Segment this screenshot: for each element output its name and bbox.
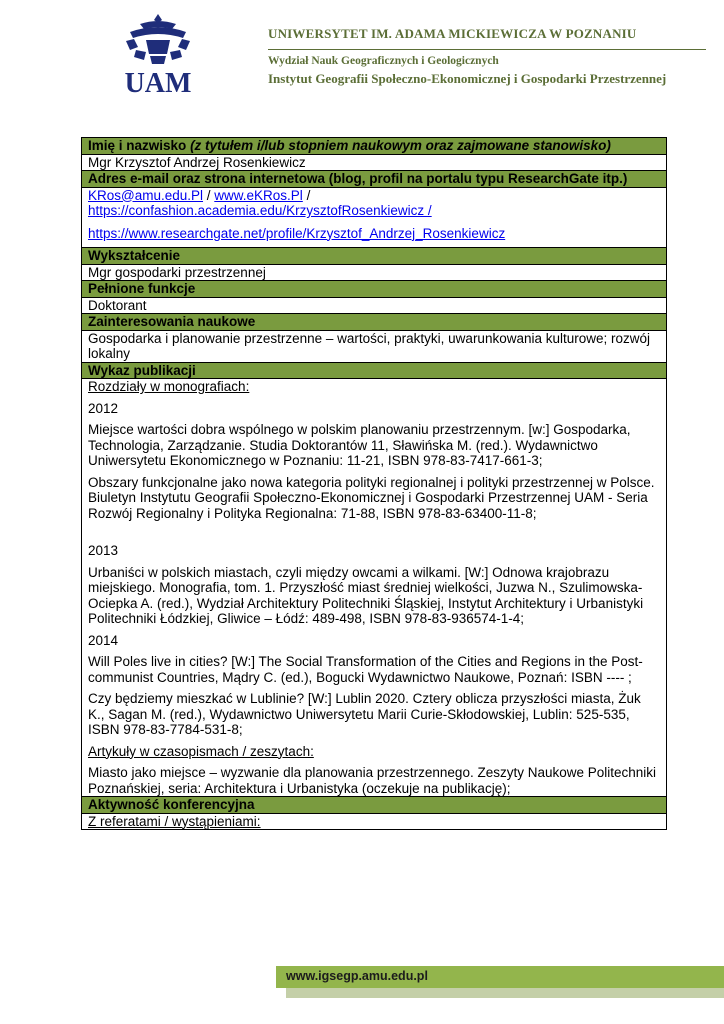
separator: / bbox=[302, 187, 311, 203]
year-heading: 2012 bbox=[88, 400, 119, 416]
cv-table bbox=[81, 137, 667, 830]
section-heading-name bbox=[82, 138, 667, 155]
heading-note: (z tytułem i/lub stopniem naukowym oraz zajmowane stanowisko) bbox=[190, 138, 611, 153]
logo-text: UAM bbox=[124, 68, 192, 98]
header-divider bbox=[268, 49, 706, 50]
contact-value bbox=[82, 187, 667, 248]
faculty-name: Wydział Nauk Geograficznych i Geologicznych bbox=[268, 55, 499, 67]
publications-value bbox=[82, 379, 667, 797]
publication-item: Will Poles live in cities? [W:] The Social Transformation of the Cities and Regions in the Post-communist Countries, Mądry C. (ed.), Bogucki Wydawnictwo Naukowe, Poznań: ISBN ---- ; bbox=[88, 654, 643, 685]
publication-item: Urbaniści w polskich miastach, czyli między owcami a wilkami. [W:] Odnowa krajobrazu miejskiego. Monografia, tom. 1. Przyszłość miast średniej wielkości, Juzwa N., Szulimowska-Ociepka A. (red.), Wydział Architektury Politechniki Śląskiej, Instytut Architektury i Urbanistyki Politechniki Łódzkiej, Gliwice – Łódź: 489-498, ISBN 978-83-936574-1-4; bbox=[88, 564, 644, 626]
section-heading-contact: Adres e-mail oraz strona internetowa (blog, profil na portalu typu ResearchGate itp.) bbox=[82, 171, 667, 188]
section-heading-conferences: Aktywność konferencyjna bbox=[82, 797, 667, 814]
separator: / bbox=[203, 187, 215, 203]
section-heading-interests: Zainteresowania naukowe bbox=[82, 314, 667, 331]
researchgate-link[interactable]: https://www.researchgate.net/profile/Krzysztof_Andrzej_Rosenkiewicz bbox=[88, 225, 506, 241]
publication-item: Miejsce wartości dobra wspólnego w polskim planowaniu przestrzennym. [w:] Gospodarka, Technologia, Zarządzanie. Studia Doktorantów 11, Sławińska M. (red.). Wydawnictwo Uniwersytetu Ekonomicznego w Poznaniu: 11-21, ISBN 978-83-7417-661-3; bbox=[88, 422, 631, 468]
publication-item: Czy będziemy mieszkać w Lublinie? [W:] Lublin 2020. Cztery oblicza przyszłości miasta, Żuk K., Sagan M. (red.), Wydawnictwo Uniwersytetu Marii Curie-Skłodowskiej, Lublin: 525-535, ISBN 978-83-7784-531-8; bbox=[88, 691, 641, 737]
conferences-value bbox=[82, 813, 667, 830]
year-heading: 2014 bbox=[88, 632, 119, 648]
articles-label: Artykuły w czasopismach / zeszytach: bbox=[88, 743, 314, 759]
academia-link[interactable]: https://confashion.academia.edu/KrzysztofRosenkiewicz / bbox=[88, 203, 432, 218]
article-item: Miasto jako miejsce – wyzwanie dla planowania przestrzennego. Zeszyty Naukowe Politechniki Poznańskiej, seria: Architektura i Urbanistyka (oczekuje na publikację); bbox=[88, 765, 657, 796]
interests-value: Gospodarka i planowanie przestrzenne – wartości, praktyki, uwarunkowania kulturowe; rozwój lokalny bbox=[82, 330, 667, 362]
name-value: Mgr Krzysztof Andrzej Rosenkiewicz bbox=[82, 154, 667, 171]
section-heading-functions: Pełnione funkcje bbox=[82, 281, 667, 298]
publication-item: Obszary funkcjonalne jako nowa kategoria polityki regionalnej i polityki przestrzennej w Polsce. Biuletyn Instytutu Geografii Społeczno-Ekonomicznej i Gospodarki Przestrzennej UAM - Seria Rozwój Regionalny i Polityka Regionalna: 71-88, ISBN 978-83-63400-11-8; bbox=[88, 474, 655, 521]
footer-website[interactable]: www.igsegp.amu.edu.pl bbox=[286, 969, 428, 983]
section-heading-education: Wykształcenie bbox=[82, 248, 667, 265]
functions-value: Doktorant bbox=[82, 297, 667, 314]
website-link[interactable]: www.eKRos.Pl bbox=[214, 187, 303, 203]
chapters-label: Rozdziały w monografiach: bbox=[88, 379, 250, 394]
section-heading-publications: Wykaz publikacji bbox=[82, 362, 667, 379]
footer-bar-shade bbox=[286, 988, 724, 998]
uam-logo bbox=[110, 10, 206, 98]
conferences-label: Z referatami / wystąpieniami: bbox=[88, 813, 261, 829]
institute-name: Instytut Geografii Społeczno-Ekonomicznej i Gospodarki Przestrzennej bbox=[268, 71, 667, 86]
education-value: Mgr gospodarki przestrzennej bbox=[82, 264, 667, 281]
email-link[interactable]: KRos@amu.edu.Pl bbox=[88, 187, 204, 203]
year-heading: 2013 bbox=[88, 543, 119, 558]
heading-text: Imię i nazwisko bbox=[88, 138, 187, 153]
university-name: UNIWERSYTET IM. ADAMA MICKIEWICZA W POZNANIU bbox=[268, 26, 637, 41]
